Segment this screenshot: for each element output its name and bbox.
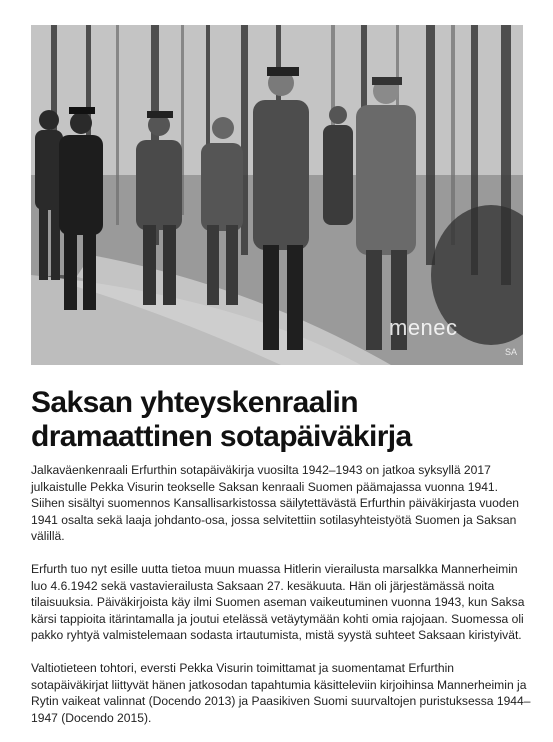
article-paragraph-2: Erfurth tuo nyt esille uutta tietoa muun muassa Hitlerin vierailusta marsalkka Mannerheimin luo 4.6.1942 sekä vastavierailusta Saksaan 27. kesäkuuta. Hän oli järjestämässä noita tilaisuuksia. Päiväkirjoista käy ilmi Suomen aseman vaikeutuminen vuonna 1943, kun Saksa kärsi tappioita itärintamalla ja joutui etelässä vetäytymään kohti omia rajojaan. Suomessa oli pakko ryhtyä valmistelemaan sodasta irtautumista, mistä syystä suhteet Saksaan kiristyivät. [31,561,525,643]
article-title-line-1: Saksan yhteyskenraalin [31,386,358,419]
photo-watermark: menec [389,315,458,340]
photo-illustration [31,25,523,365]
article-paragraph-1: Jalkaväenkenraali Erfurthin sotapäiväkirja vuosilta 1942–1943 on jatkoa syksyllä 2017 julkaistulle Pekka Visurin teokselle Saksan kenraali Suomen päämajassa vuonna 1941. Siihen sisältyi suomennos Kansallisarkistossa säilytettävästä Erfurthin päiväkirjasta vuoden 1941 osalta sekä laaja johdanto-osa, jossa selvitettiin sotilasyhteistyötä Suomen ja Saksan välillä. [31,463,520,544]
article-paragraph-3: Valtiotieteen tohtori, eversti Pekka Visurin toimittamat ja suomentamat Erfurthin sotapäiväkirjat liittyvät hänen jatkosodan tapahtumia käsitteleviin kirjoihinsa Mannerheimin ja Rytin vaikeat valinnat (Docendo 2013) ja Paasikiven Suomi suurvaltojen puristuksessa 1944–1947 (Docendo 2015). [31,660,531,725]
article-title-line-2: dramaattinen sotapäiväkirja [31,420,412,453]
photo-credit-mark: SA [504,347,517,357]
article-photo [31,25,523,365]
article-title [31,386,531,454]
article-body [31,462,531,742]
